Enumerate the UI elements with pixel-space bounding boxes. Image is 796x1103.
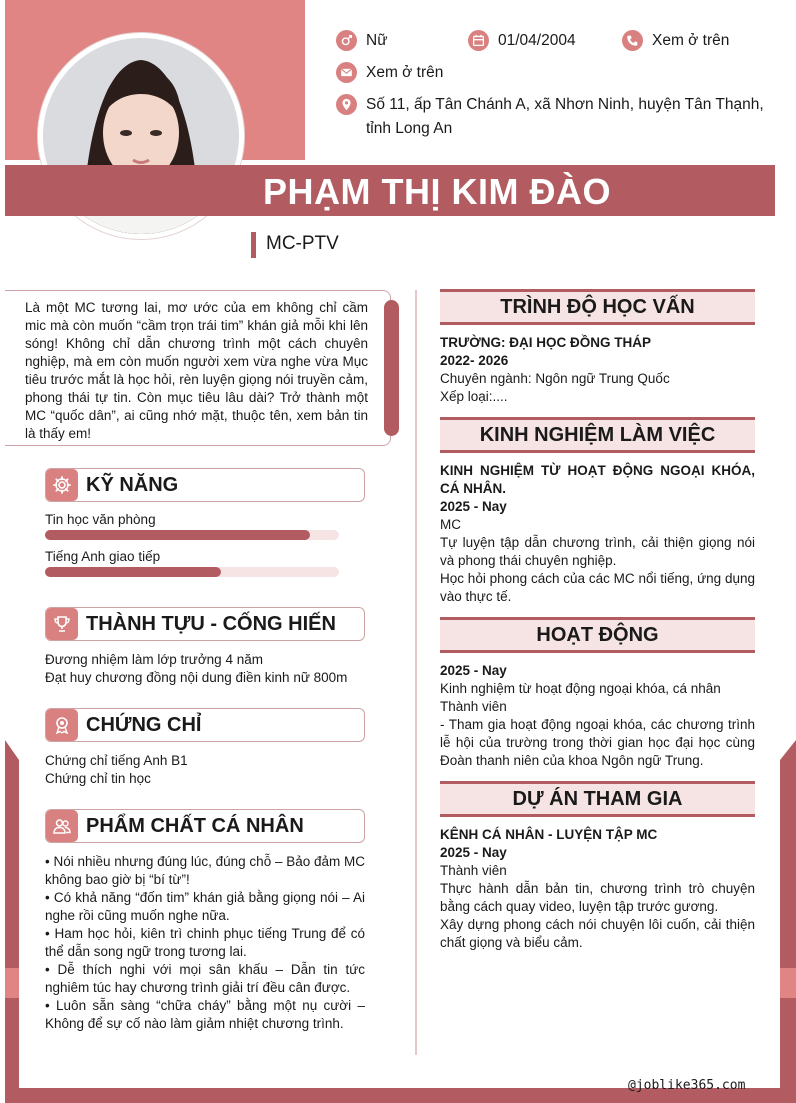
phone-value: Xem ở trên (652, 31, 730, 49)
certificates-title: CHỨNG CHỈ (86, 714, 202, 736)
education-grade: Xếp loại:.... (440, 389, 508, 404)
right-side-decoration (780, 740, 796, 1103)
contact-gender (336, 30, 388, 51)
email-icon (336, 62, 357, 83)
gear-icon (46, 469, 78, 501)
activities-header: HOẠT ĐỘNG (440, 617, 755, 653)
achievements-list (45, 651, 365, 687)
activities-description: - Tham gia hoạt động ngoại khóa, các chương trình lễ hội của trường trong thời gian học đại học cùng Đoàn thanh niên của khoa Ngôn ngữ Trung. (440, 717, 755, 768)
address-line-1: Số 11, ấp Tân Chánh A, xã Nhơn Ninh, huyện Tân Thạnh, (366, 96, 764, 113)
experience-heading: KINH NGHIỆM TỪ HOẠT ĐỘNG NGOẠI KHÓA, CÁ NHÂN. (440, 463, 755, 496)
objective-decoration-bar (384, 300, 399, 436)
people-icon (46, 810, 78, 842)
achievements-title: THÀNH TỰU - CỐNG HIẾN (86, 613, 336, 635)
left-side-decoration (5, 740, 19, 1103)
trait-item: • Ham học hỏi, kiên trì chinh phục tiếng Trung để có thể dẫn song ngữ trong tương lai. (45, 926, 365, 959)
skill-fill-office (45, 530, 310, 540)
experience-header: KINH NGHIỆM LÀM VIỆC (440, 417, 755, 453)
gender-icon (336, 30, 357, 51)
activities-role: Thành viên (440, 699, 507, 714)
address-line-2: tỉnh Long An (366, 120, 453, 137)
certificate-item: Chứng chỉ tiếng Anh B1 (45, 753, 188, 768)
contact-address (336, 94, 764, 141)
location-icon (336, 94, 357, 115)
traits-list (45, 853, 365, 1033)
job-title: MC-PTV (266, 233, 339, 254)
skill-bar-english (45, 567, 339, 577)
calendar-icon (468, 30, 489, 51)
email-value: Xem ở trên (366, 63, 444, 81)
project-description: Thực hành dẫn bản tin, chương trình trò chuyện bằng cách quay video, luyện tập trước gương. (440, 881, 755, 914)
gender-value: Nữ (366, 31, 388, 49)
skill-fill-english (45, 567, 221, 577)
activities-org: Kinh nghiệm từ hoạt động ngoại khóa, cá nhân (440, 681, 721, 696)
education-block (440, 334, 755, 406)
achievement-item: Đương nhiệm làm lớp trưởng 4 năm (45, 652, 263, 667)
project-period: 2025 - Nay (440, 845, 507, 860)
skills-title: KỸ NĂNG (86, 474, 179, 496)
trait-item: • Có khả năng “đốn tim” khán giả bằng giọng nói – Ai nghe rồi cũng muốn nghe nữa. (45, 890, 365, 923)
birthdate-value: 01/04/2004 (498, 31, 576, 49)
activities-block (440, 662, 755, 770)
career-objective: Là một MC tương lai, mơ ước của em không chỉ cầm mic mà còn muốn “cầm trọn trái tim” khán giả mỗi khi lên sóng! Không chỉ dẫn chương trình một cách chuyên nghiệp, mà em còn muốn người xem vừa nghe vừa Mục tiêu trước mắt là học hỏi, rèn luyện giọng nói truyền cảm, phong thái tự tin. Còn mục tiêu lâu dài? Trở thành một MC “quốc dân”, ai cũng nhớ mặt, thuộc tên, xem bản tin là thấy em! (5, 290, 391, 446)
contact-email (336, 62, 443, 83)
experience-period: 2025 - Nay (440, 499, 507, 514)
education-header: TRÌNH ĐỘ HỌC VẤN (440, 289, 755, 325)
school-name: TRƯỜNG: ĐẠI HỌC ĐỒNG THÁP (440, 335, 651, 350)
skill-label-english: Tiếng Anh giao tiếp (45, 549, 161, 564)
contact-birthdate (468, 30, 576, 51)
skill-bar-office (45, 530, 339, 540)
certificates-list (45, 752, 365, 788)
trophy-icon (46, 608, 78, 640)
skill-label-office: Tin học văn phòng (45, 512, 156, 527)
traits-title: PHẨM CHẤT CÁ NHÂN (86, 815, 304, 837)
experience-description: Học hỏi phong cách của các MC nổi tiếng, ứng dụng vào thực tế. (440, 571, 755, 604)
left-stripe-decoration (5, 968, 19, 998)
contact-phone (622, 30, 729, 51)
activities-period: 2025 - Nay (440, 663, 507, 678)
trait-item: • Nói nhiều nhưng đúng lúc, đúng chỗ – Bảo đảm MC không bao giờ bị “bí từ”! (45, 854, 365, 887)
project-description: Xây dựng phong cách nói chuyện lôi cuốn, cải thiện chất giọng và biểu cảm. (440, 917, 755, 950)
column-divider (415, 290, 417, 1055)
full-name: PHẠM THỊ KIM ĐÀO (263, 171, 611, 212)
projects-block (440, 826, 755, 952)
traits-header (45, 809, 365, 843)
achievements-header (45, 607, 365, 641)
skills-header (45, 468, 365, 502)
trait-item: • Luôn sẵn sàng “chữa cháy” bằng một nụ cười – Không để sự cố nào làm giảm nhiệt chương trình. (45, 998, 365, 1031)
achievement-item: Đạt huy chương đồng nội dung điền kinh nữ 800m (45, 670, 348, 685)
role-accent-bar (251, 232, 256, 258)
project-role: Thành viên (440, 863, 507, 878)
experience-block (440, 462, 755, 606)
experience-position: MC (440, 517, 461, 532)
experience-description: Tự luyện tập dẫn chương trình, cải thiện giọng nói và phong thái chuyên nghiệp. (440, 535, 755, 568)
education-major: Chuyên ngành: Ngôn ngữ Trung Quốc (440, 371, 670, 386)
right-stripe-decoration (780, 968, 796, 998)
education-period: 2022- 2026 (440, 353, 509, 368)
projects-header: DỰ ÁN THAM GIA (440, 781, 755, 817)
project-name: KÊNH CÁ NHÂN - LUYỆN TẬP MC (440, 827, 658, 842)
certificates-header (45, 708, 365, 742)
trait-item: • Dễ thích nghi với mọi sân khấu – Dẫn tin tức nghiêm túc hay chương trình giải trí đều cân được. (45, 962, 365, 995)
phone-icon (622, 30, 643, 51)
badge-icon (46, 709, 78, 741)
watermark: @joblike365.com (628, 1078, 746, 1093)
certificate-item: Chứng chỉ tin học (45, 771, 151, 786)
